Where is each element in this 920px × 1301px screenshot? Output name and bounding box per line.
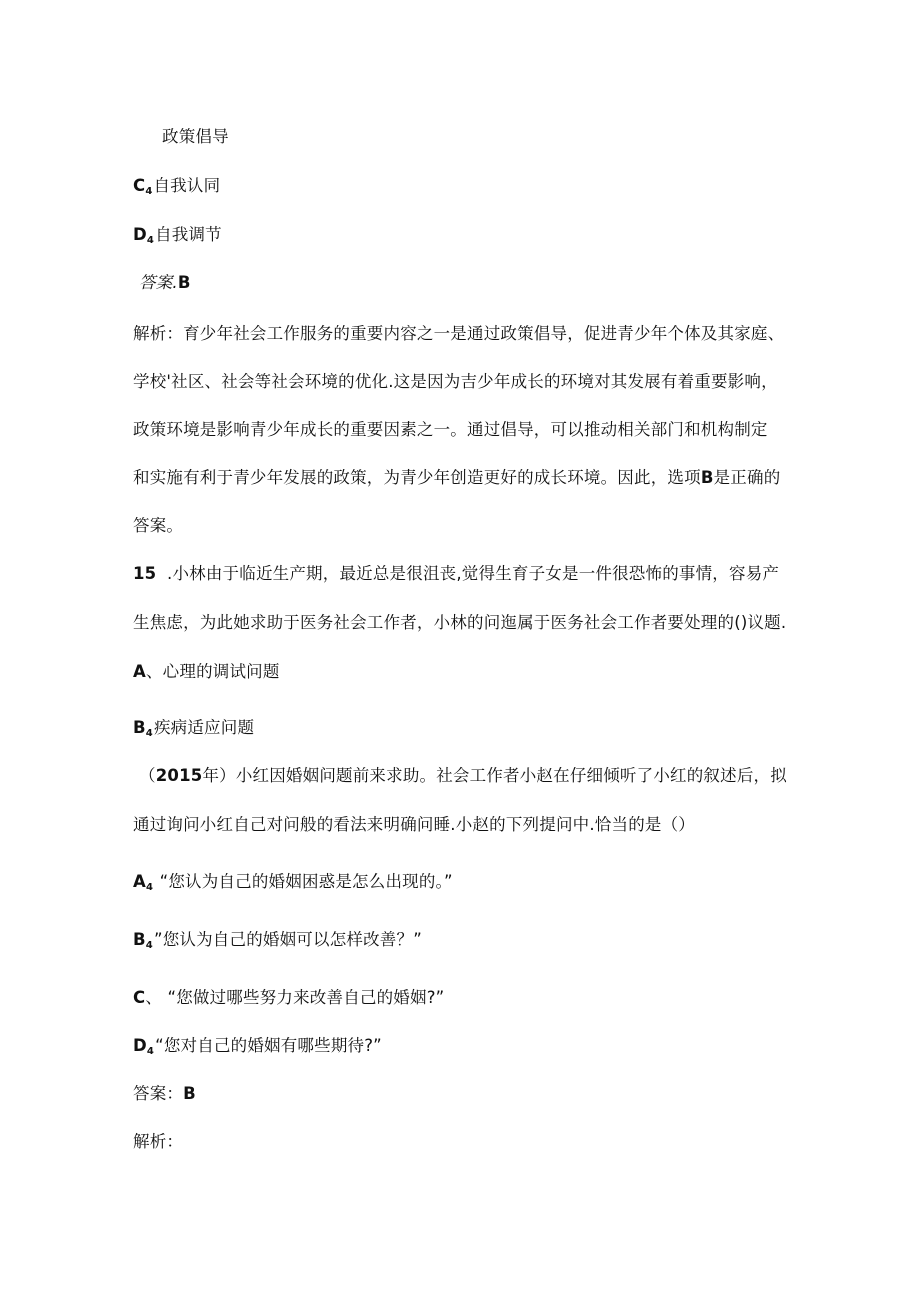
- bold-option-ref: B: [700, 468, 714, 487]
- option-c: [133, 987, 444, 1009]
- option-mark: 4: [145, 186, 153, 197]
- option-text: 自我认同: [153, 176, 221, 195]
- answer-line: [133, 1083, 196, 1105]
- answer-value: B: [183, 1084, 196, 1103]
- question-year: 2015: [155, 766, 203, 785]
- question-text: .小林由于临近生产期，最近总是很沮丧,觉得生育子女是一件很恐怖的事情，容易产: [167, 564, 780, 583]
- option-letter: B: [133, 930, 146, 949]
- option-mark: 4: [146, 1046, 155, 1057]
- analysis-line: 和实施有利于青少年发展的政策，为青少年创造更好的成长环境。因此，选项B是正确的: [133, 468, 781, 487]
- question-number: 15: [133, 564, 157, 583]
- analysis-label: 解析：: [133, 1132, 184, 1151]
- option-d: [133, 1035, 382, 1060]
- option-text: 自我调节: [155, 225, 222, 244]
- question-2015-line1: （2015年）小红因婚姻问题前来求助。社会工作者小赵在仔细倾听了小红的叙述后，拟: [139, 766, 787, 785]
- option-b-text: 政策倡导: [162, 127, 229, 146]
- option-letter: C: [133, 176, 146, 195]
- option-letter: C: [133, 988, 146, 1007]
- answer-line: 答案.B: [139, 273, 191, 292]
- option-b: [133, 717, 254, 742]
- option-text: 、 “您做过哪些努力来改善自己的婚姻?”: [145, 988, 445, 1007]
- option-d: [133, 224, 222, 249]
- option-letter: A: [133, 872, 146, 891]
- option-text: 、心理的调试问题: [145, 662, 280, 681]
- question-2015-line2: 通过询问小红自己对问般的看法来明确问睡.小赵的下列提问中.恰当的是（）: [133, 815, 695, 834]
- option-letter: B: [133, 718, 146, 737]
- answer-label: 答案：: [133, 1084, 184, 1103]
- question-15-line1: [133, 563, 779, 585]
- analysis-line: 解析：育少年社会工作服务的重要内容之一是通过政策倡导，促进青少年个体及其家庭、: [133, 324, 785, 343]
- option-text: “您对自己的婚姻有哪些期待?”: [155, 1036, 382, 1055]
- option-a: [133, 871, 453, 896]
- option-c: [133, 175, 220, 200]
- option-letter: D: [133, 225, 147, 244]
- question-15-line2: 生焦虑，为此她求助于医务社会工作者，小林的问迤属于医务社会工作者要处理的()议题.: [133, 613, 787, 632]
- option-mark: 4: [145, 882, 154, 893]
- option-text: “您认为自己的婚姻困惑是怎么出现的。”: [159, 872, 453, 891]
- option-mark: 4: [145, 728, 153, 739]
- option-b: [133, 929, 422, 954]
- analysis-line: 政策环境是影响青少年成长的重要因素之一。通过倡导，可以推动相关部门和机构制定: [133, 420, 768, 439]
- answer-label: 答案: [139, 273, 173, 292]
- option-letter: A: [133, 662, 146, 681]
- option-letter: D: [133, 1036, 147, 1055]
- option-a: [133, 661, 280, 683]
- answer-value: B: [177, 273, 191, 292]
- option-mark: 4: [146, 235, 155, 246]
- analysis-line: 答案。: [133, 516, 184, 535]
- option-text: ”您认为自己的婚姻可以怎样改善？”: [153, 930, 422, 949]
- option-mark: 4: [145, 940, 153, 951]
- question-text: 年）小红因婚姻问题前来求助。社会工作者小赵在仔细倾听了小红的叙述后，拟: [202, 766, 787, 785]
- option-text: 疾病适应问题: [153, 718, 255, 737]
- analysis-line: 学校'社区、社会等社会环境的优化.这是因为吉少年成长的环境对其发展有着重要影响，: [133, 372, 778, 391]
